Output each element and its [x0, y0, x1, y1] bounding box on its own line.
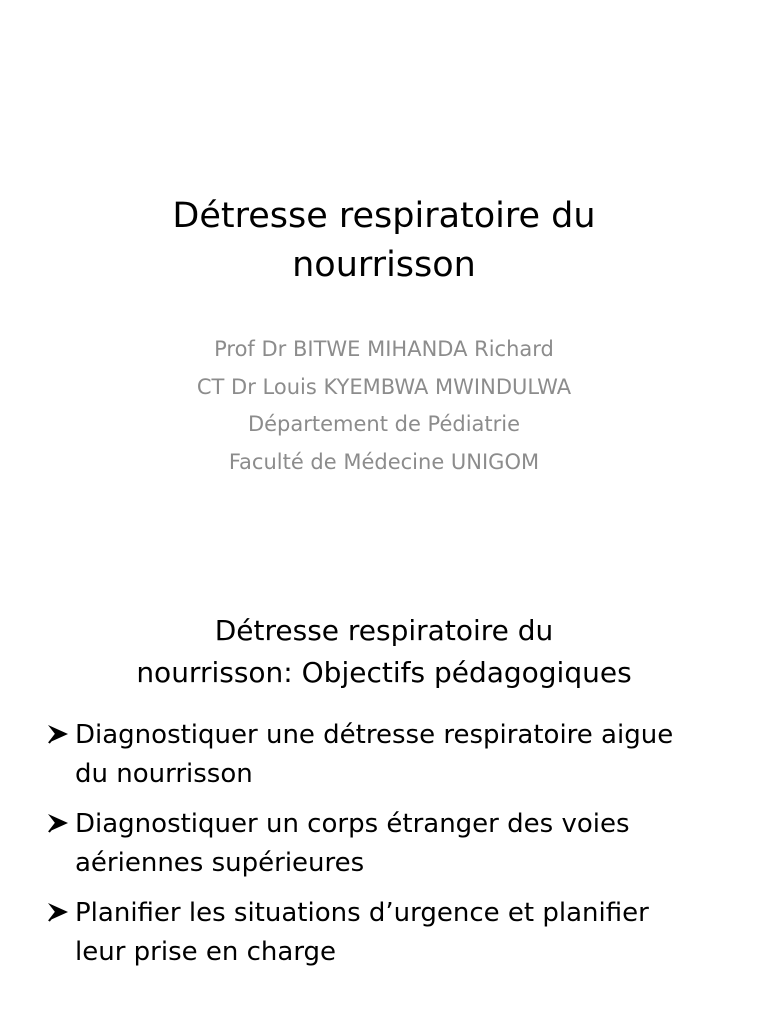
objective-line-2: aériennes supérieures: [75, 848, 365, 878]
objective-line-2: du nourrisson: [75, 759, 253, 789]
arrow-bullet-icon: [47, 901, 69, 923]
objectives-title-line-1: Détresse respiratoire du: [214, 614, 554, 647]
department-line: Département de Pédiatrie: [247, 412, 521, 436]
objective-line-1: Diagnostiquer un corps étranger des voies: [75, 809, 630, 839]
author-line: CT Dr Louis KYEMBWA MWINDULWA: [196, 374, 572, 399]
objectives-title: [0, 610, 768, 694]
slide-title-line-1: Détresse respiratoire du: [172, 196, 596, 236]
slide-title: [0, 192, 768, 290]
author-list: [0, 331, 768, 481]
objectives-title-line-2: nourrisson: Objectifs pédagogiques: [136, 656, 632, 689]
objective-item: [46, 716, 746, 794]
arrow-bullet-icon: [47, 723, 69, 745]
objectives-list: [46, 716, 746, 983]
objective-line-2: leur prise en charge: [75, 937, 337, 967]
objectives-slide: [0, 560, 768, 1024]
arrow-bullet-icon: [47, 812, 69, 834]
author-line: Prof Dr BITWE MIHANDA Richard: [214, 337, 554, 361]
objective-item: [46, 805, 746, 883]
faculty-line: Faculté de Médecine UNIGOM: [228, 449, 540, 474]
objective-line-1: Planifier les situations d’urgence et planifier: [75, 898, 649, 928]
slide-title-line-2: nourrisson: [292, 245, 476, 285]
objective-line-1: Diagnostiquer une détresse respiratoire aigue: [75, 720, 674, 750]
objective-item: [46, 894, 746, 972]
